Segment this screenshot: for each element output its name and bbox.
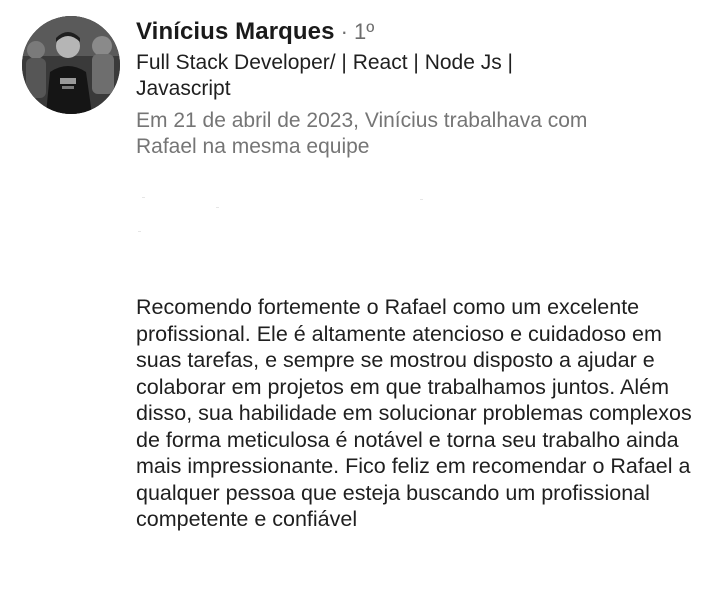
connection-degree: · 1º — [340, 19, 375, 44]
relationship-context: Em 21 de abril de 2023, Vinícius trabalhava com Rafael na mesma equipe — [136, 109, 588, 158]
author-name[interactable]: Vinícius Marques — [136, 18, 335, 45]
profile-photo-icon — [22, 16, 120, 114]
recommendation-text: Recomendo fortemente o Rafael como um excelente profissional. Ele é altamente atencioso e cuidadoso em suas tarefas, e sempre se mostrou disposto a ajudar e colaborar em projetos em que trabalhamos juntos. Além disso, sua habilidade em solucionar problemas complexos de forma meticulosa é notável e torna seu trabalho ainda mais impressionante. Fico feliz em recomendar o Rafael a qualquer pessoa que esteja buscando um profissional competente e confiável — [136, 295, 692, 531]
name-row — [136, 18, 696, 46]
scan-artifacts — [130, 195, 450, 245]
avatar[interactable] — [22, 16, 120, 114]
recommendation-header — [136, 18, 696, 160]
author-headline: Full Stack Developer/ | React | Node Js | Javascript — [136, 51, 514, 100]
